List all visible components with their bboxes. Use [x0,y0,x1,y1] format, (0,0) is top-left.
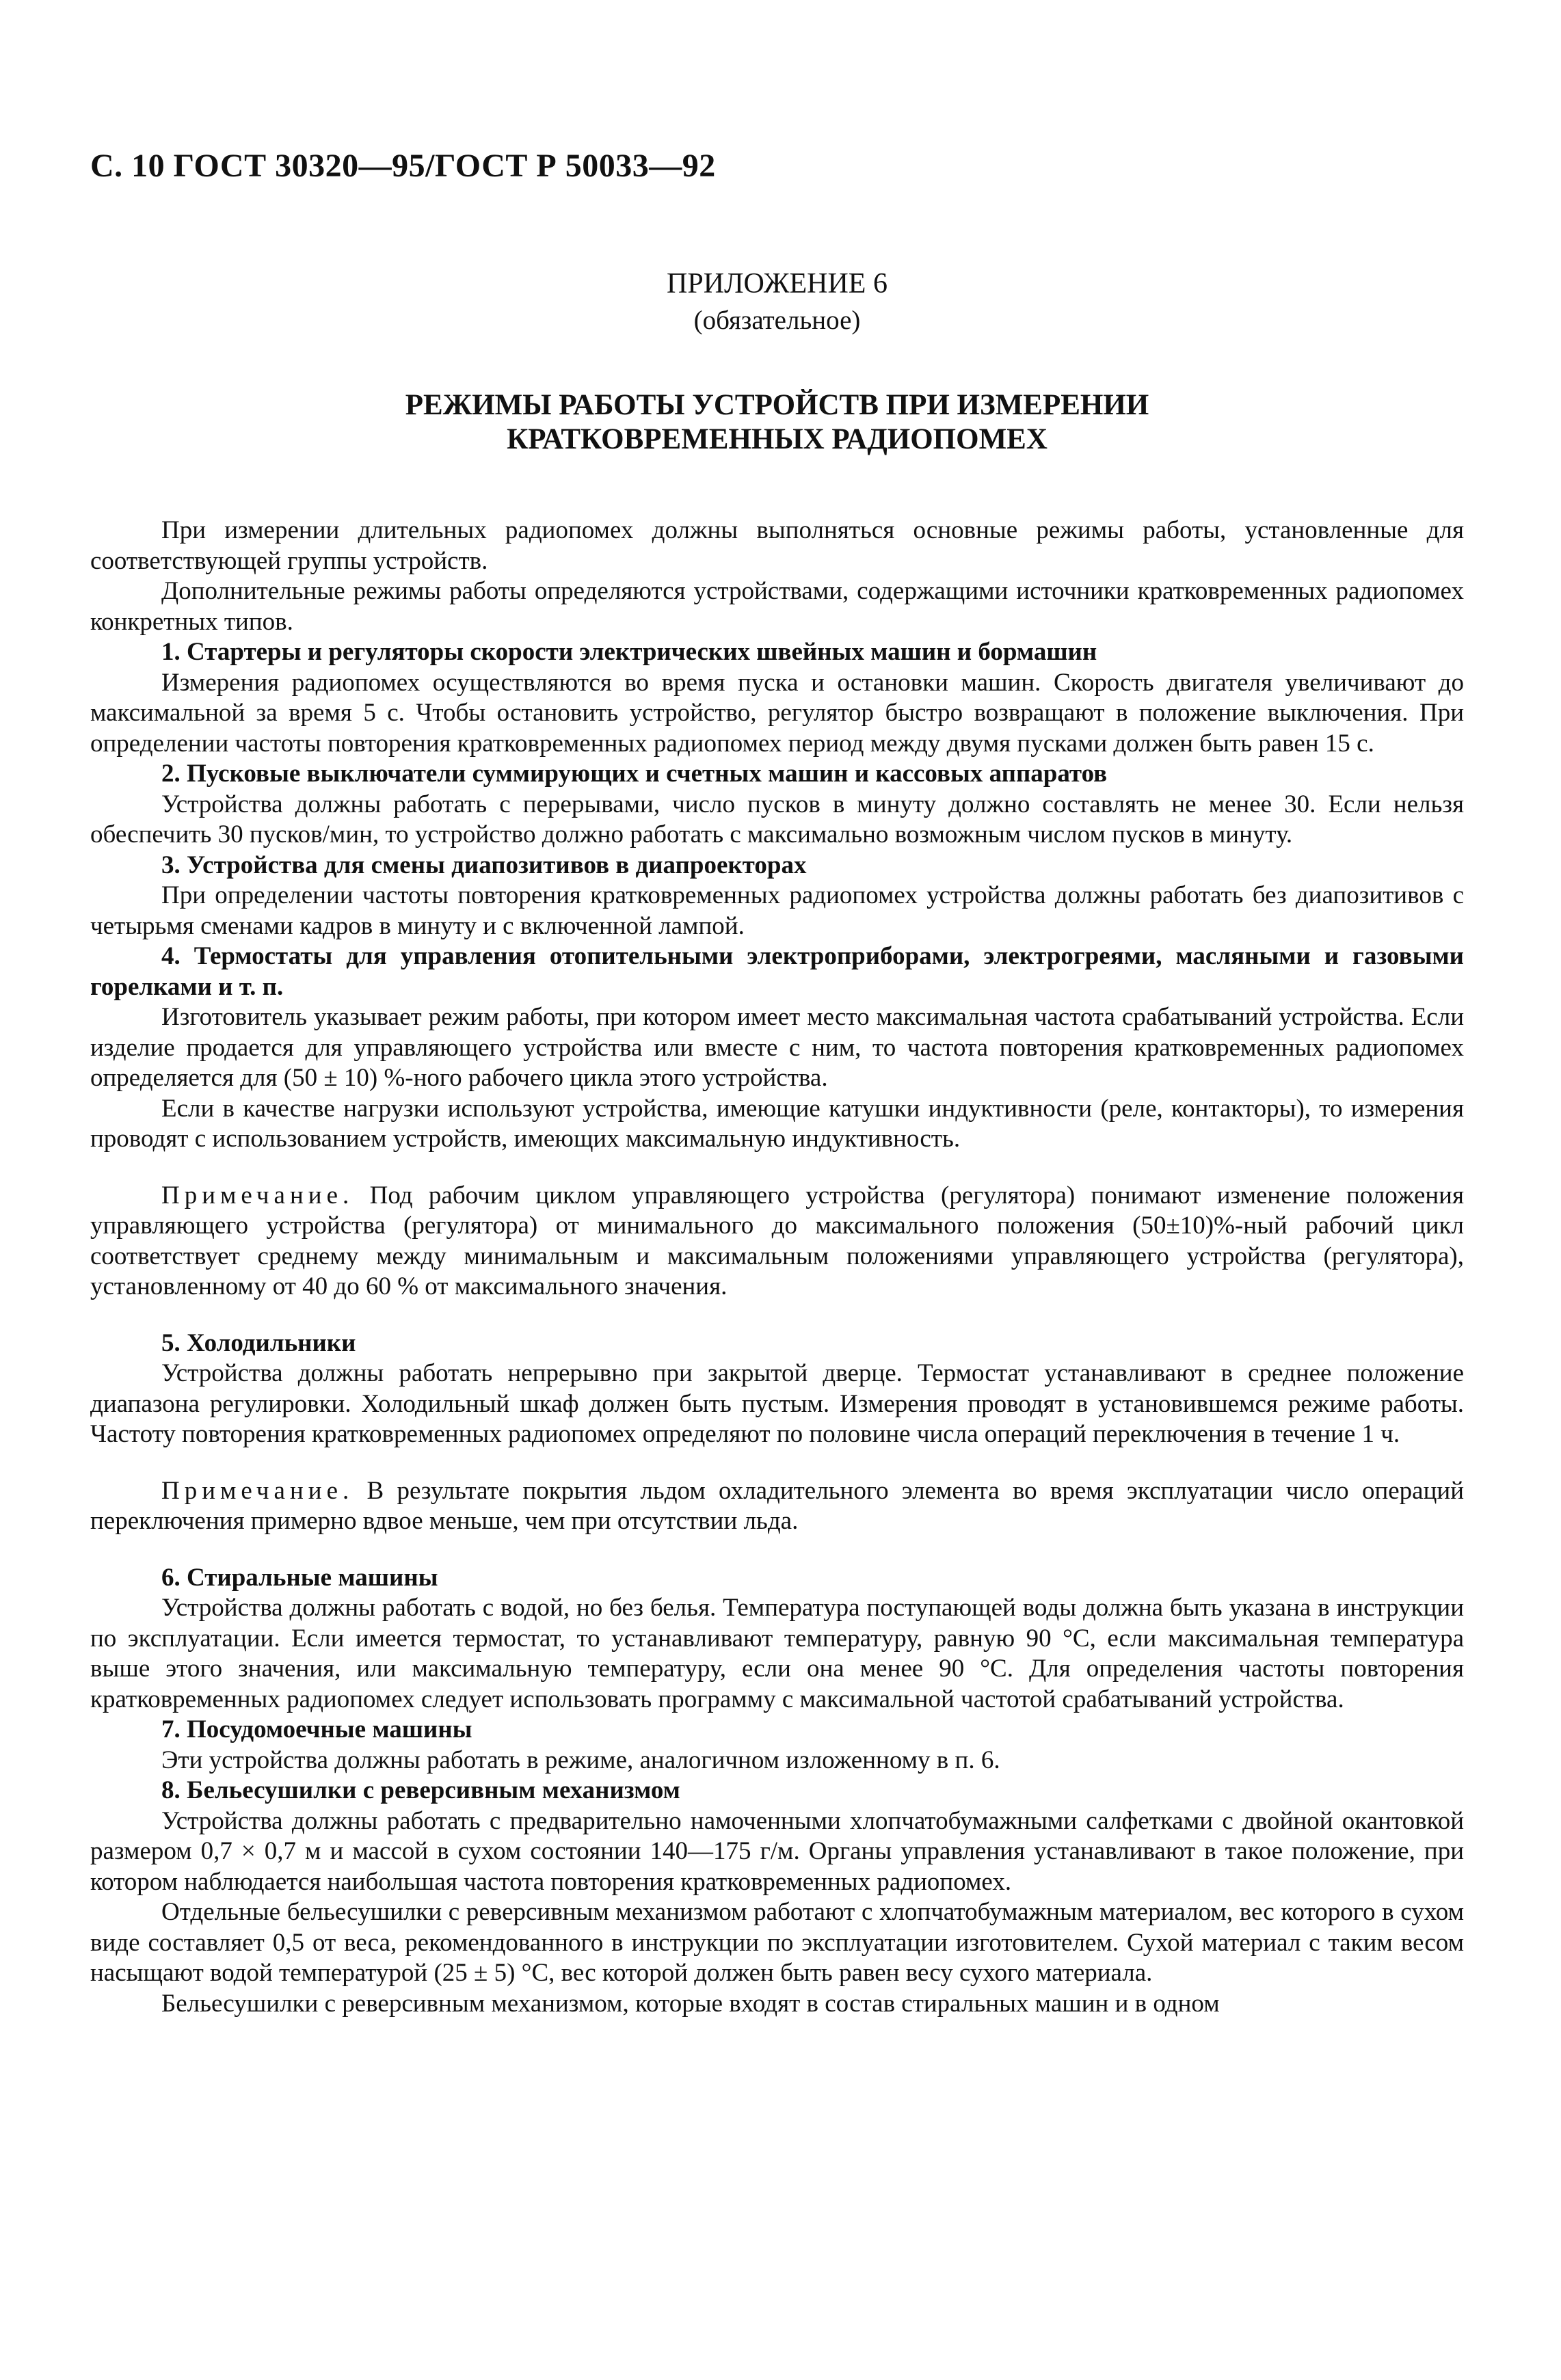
section-7-text: Эти устройства должны работать в режиме, аналогичном изложенному в п. 6. [161,1746,1000,1774]
title-line-1: РЕЖИМЫ РАБОТЫ УСТРОЙСТВ ПРИ ИЗМЕРЕНИИ [405,389,1149,421]
intro-paragraph-2: Дополнительные режимы работы определяются устройствами, содержащими источники кратковременных радиопомех конкретных типов. [90,577,1464,636]
section-6-heading: 6. Стиральные машины [161,1563,438,1592]
section-4-heading: 4. Термостаты для управления отопительными электроприборами, электрогреями, масляными и газовыми горелками и т. п. [90,942,1464,1001]
section-4-text-2: Если в качестве нагрузки используют устройства, имеющие катушки индуктивности (реле, контакторы), то измерения проводят с использованием устройств, имеющих максимальную индуктивность. [90,1094,1464,1153]
section-3-heading: 3. Устройства для смены диапозитивов в диапроекторах [161,851,807,879]
section-4-text-1: Изготовитель указывает режим работы, при котором имеет место максимальная частота срабатываний устройства. Если изделие продается для управляющего устройства или вместе с ним, то частота повторения кратковременных радиопомех определяется для (50 ± 10) %-ного рабочего цикла этого устройства. [90,1003,1464,1092]
section-2-heading: 2. Пусковые выключатели суммирующих и счетных машин и кассовых аппаратов [161,760,1108,788]
section-4-note [90,1181,1464,1302]
section-3-text: При определении частоты повторения кратковременных радиопомех устройства должны работать без диапозитивов с четырьмя сменами кадров в минуту и с включенной лампой. [90,881,1464,940]
section-7-heading: 7. Посудомоечные машины [161,1715,472,1743]
section-5-text: Устройства должны работать непрерывно при закрытой дверце. Термостат устанавливают в среднее положение диапазона регулировки. Холодильный шкаф должен быть пустым. Измерения проводят в установившемся режиме работы. Частоту повторения кратковременных радиопомех определяют по половине числа операций переключения в течение 1 ч. [90,1359,1464,1448]
note-text: Под рабочим циклом управляющего устройства (регулятора) понимают изменение положения управляющего устройства (регулятора) от минимального до максимального положения (50±10)%-ный рабочий цикл соответствует среднему между минимальным и максимальным положениями управляющего устройства (регулятора), установленному от 40 до 60 % от максимального значения. [90,1181,1464,1300]
section-8-text-1: Устройства должны работать с предварительно намоченными хлопчатобумажными салфетками с двойной окантовкой размером 0,7 × 0,7 м и массой в сухом состоянии 140—175 г/м. Органы управления устанавливают в такое положение, при котором наблюдается наибольшая частота повторения кратковременных радиопомех. [90,1806,1464,1896]
intro-paragraph-1: При измерении длительных радиопомех должны выполняться основные режимы работы, установленные для соответствующей группы устройств. [90,516,1464,575]
section-6-text: Устройства должны работать с водой, но без белья. Температура поступающей воды должна быть указана в инструкции по эксплуатации. Если имеется термостат, то устанавливают температуру, равную 90 °С, если максимальная температура выше этого значения, или максимальную температуру, если она менее 90 °С. Для определения частоты повторения кратковременных радиопомех следует использовать программу с максимальной частотой срабатываний устройства. [90,1594,1464,1713]
section-1-heading: 1. Стартеры и регуляторы скорости электрических швейных машин и бормашин [161,638,1097,666]
section-8-heading: 8. Бельесушилки с реверсивным механизмом [161,1776,680,1804]
running-head: С. 10 ГОСТ 30320—95/ГОСТ Р 50033—92 [90,148,716,184]
note-label: Примечание. [161,1181,354,1209]
page-title [90,388,1464,457]
title-line-2: КРАТКОВРЕМЕННЫХ РАДИОПОМЕХ [507,423,1048,455]
appendix-status: (обязательное) [693,306,861,335]
section-5-note [90,1476,1464,1537]
appendix-number: ПРИЛОЖЕНИЕ 6 [667,268,888,299]
section-8-text-2: Отдельные бельесушилки с реверсивным механизмом работают с хлопчатобумажным материалом, вес которого в сухом виде составляет 0,5 от веса, рекомендованного в инструкции по эксплуатации изготовителем. Сухой материал с таким весом насыщают водой температурой (25 ± 5) °С, вес которой должен быть равен весу сухого материала. [90,1898,1464,1987]
section-5-heading: 5. Холодильники [161,1328,356,1357]
note-text: В результате покрытия льдом охладительного элемента во время эксплуатации число операций переключения примерно вдвое меньше, чем при отсутствии льда. [90,1476,1464,1535]
section-8-text-3: Бельесушилки с реверсивным механизмом, которые входят в состав стиральных машин и в одном [161,1989,1220,2018]
section-1-text: Измерения радиопомех осуществляются во время пуска и остановки машин. Скорость двигателя увеличивают до максимальной за время 5 с. Чтобы остановить устройство, регулятор быстро возвращают в положение выключения. При определении частоты повторения кратковременных радиопомех период между двумя пусками должен быть равен 15 с. [90,668,1464,758]
note-label: Примечание. [161,1476,354,1505]
section-2-text: Устройства должны работать с перерывами, число пусков в минуту должно составлять не менее 30. Если нельзя обеспечить 30 пусков/мин, то устройство должно работать с максимально возможным числом пусков в минуту. [90,790,1464,848]
